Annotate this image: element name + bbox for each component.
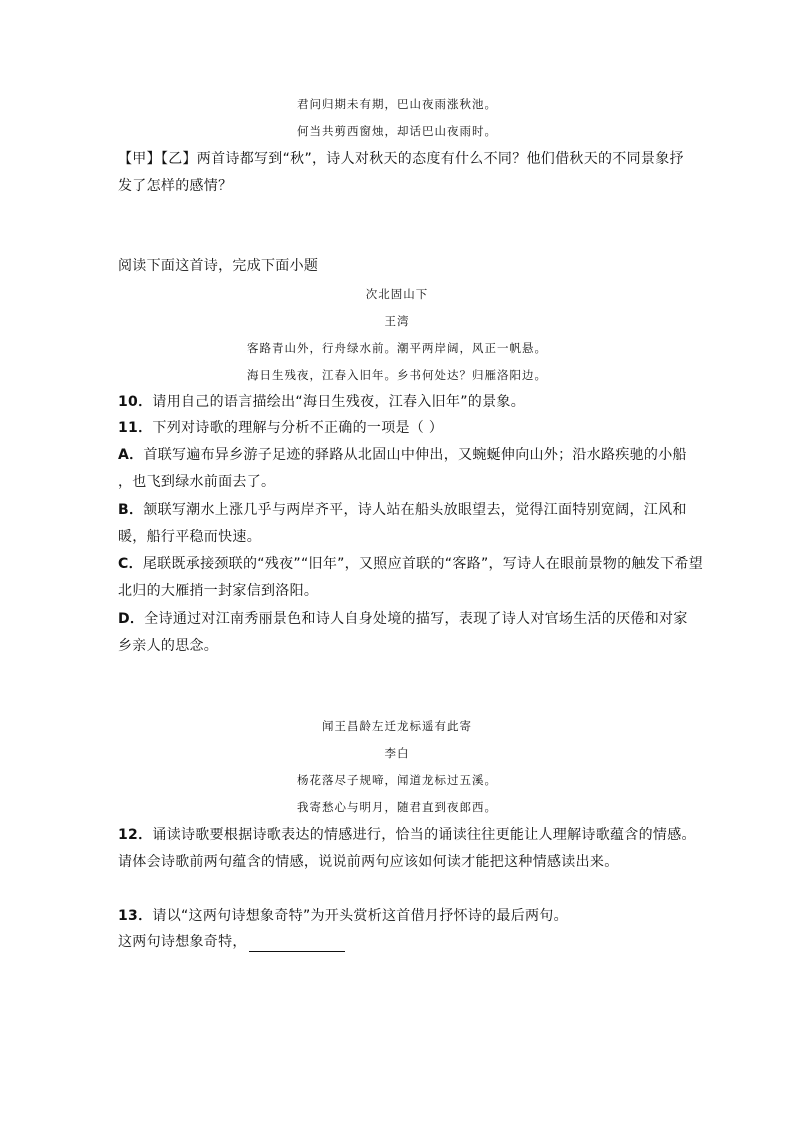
option-text: 首联写遍布异乡游子足迹的驿路从北固山中伸出，又蜿蜒伸向山外；沿水路疾驰的小船 [143,447,687,463]
poem-title: 闻王昌龄左迁龙标遥有此寄 [322,719,472,733]
poem-author: 李白 [384,746,410,760]
poem-line: 杨花落尽子规啼，闻道龙标过五溪。 [297,773,497,787]
option-d [118,609,688,629]
option-letter: D． [118,611,145,627]
poem-line: 海日生残夜，江春入旧年。乡书何处达？归雁洛阳边。 [247,368,547,382]
poem-title: 次北固山下 [365,287,429,301]
option-b [118,500,687,520]
question-text: 请用自己的语言描绘出“海日生残夜，江春入旧年”的景象。 [152,394,525,410]
question-number: 13． [118,908,153,924]
option-b-cont: 暖，船行平稳而快速。 [118,529,261,545]
poem-line: 君问归期未有期，巴山夜雨涨秋池。 [297,97,497,111]
question-text: 下列对诗歌的理解与分析不正确的一项是（ ） [152,420,444,436]
question-text: 诵读诗歌要根据诗歌表达的情感进行，恰当的诵读往往更能让人理解诗歌蕴含的情感。 [152,827,696,843]
question-13 [118,906,678,926]
option-letter: C． [118,556,143,572]
option-text: 颔联写潮水上涨几乎与两岸齐平，诗人站在船头放眼望去，觉得江面特别宽阔，江风和 [143,502,687,518]
option-letter: A． [118,447,144,463]
option-c [118,554,703,574]
option-c-cont: 北归的大雁捎一封家信到洛阳。 [118,583,319,599]
answer-blank[interactable] [249,937,345,952]
option-d-cont: 乡亲人的思念。 [118,638,219,654]
answer-line [118,932,678,952]
answer-prefix: 这两句诗想象奇特， [118,934,247,950]
option-a [118,445,687,465]
question-number: 11． [118,420,153,436]
option-text: 全诗通过对江南秀丽景色和诗人自身处境的描写，表现了诗人对官场生活的厌倦和对家 [144,611,688,627]
reading-intro: 阅读下面这首诗，完成下面小题 [118,258,319,274]
question-number: 12． [118,827,153,843]
question-text: 发了怎样的感情？ [118,178,233,194]
poem-line: 客路青山外，行舟绿水前。潮平两岸阔，风正一帆悬。 [247,341,547,355]
question-12-cont: 请体会诗歌前两句蕴含的情感，说说前两句应该如何读才能把这种情感读出来。 [118,854,619,870]
question-10 [118,392,678,412]
poem-line: 何当共剪西窗烛，却话巴山夜雨时。 [297,124,497,138]
option-letter: B． [118,502,144,518]
question-text: 【甲】【乙】两首诗都写到“秋”，诗人对秋天的态度有什么不同？他们借秋天的不同景象抒 [118,151,684,167]
poem-line: 我寄愁心与明月，随君直到夜郎西。 [297,800,497,814]
question-number: 10． [118,394,153,410]
option-text: 尾联既承接颈联的“残夜”“旧年”，又照应首联的“客路”，写诗人在眼前景物的触发下希望 [142,556,703,572]
option-a-cont: ，也飞到绿水前面去了。 [118,474,276,490]
poem-author: 王湾 [384,314,410,328]
question-12 [118,825,696,845]
question-text: 请以“这两句诗想象奇特”为开头赏析这首借月抒怀诗的最后两句。 [152,908,568,924]
question-11 [118,418,678,438]
